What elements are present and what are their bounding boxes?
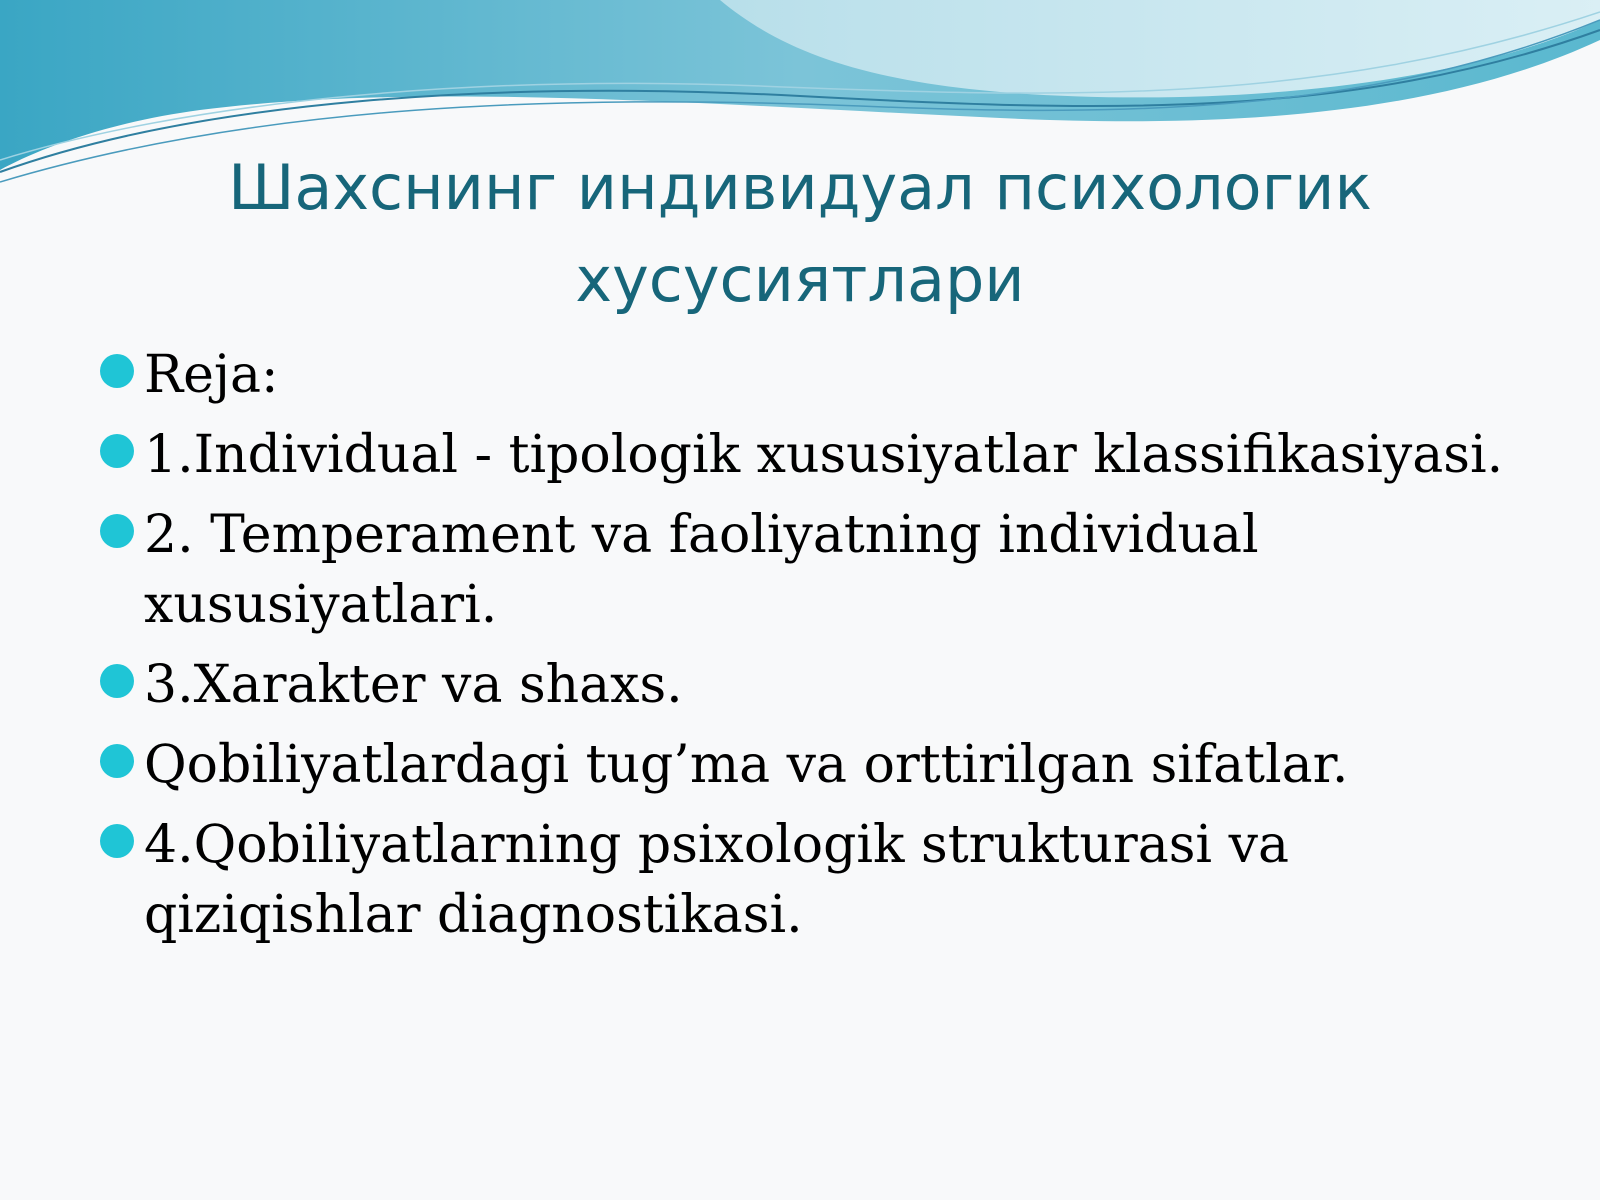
bullet-list [100,340,1540,960]
list-item [100,340,1540,410]
list-item [100,650,1540,720]
bullet-dot-icon [100,514,134,548]
bullet-dot-icon [100,824,134,858]
bullet-dot-icon [100,354,134,388]
list-item [100,730,1540,800]
bullet-dot-icon [100,744,134,778]
list-item-text: Reja: [144,345,279,405]
list-item [100,500,1540,640]
bullet-dot-icon [100,664,134,698]
list-item [100,420,1540,490]
bullet-dot-icon [100,434,134,468]
list-item-text: 3.Xarakter va shaxs. [144,655,683,715]
list-item-text: Qobiliyatlardagi tug’ma va orttirilgan sifatlar. [144,735,1349,795]
slide-title: Шахснинг индивидуал психологик хусусиятлари [228,151,1372,316]
list-item [100,810,1540,950]
list-item-text: 4.Qobiliyatlarning psixologik strukturasi va qiziqishlar diagnostikasi. [144,815,1289,945]
list-item-text: 1.Individual - tipologik xususiyatlar klassifikasiyasi. [144,425,1504,485]
list-item-text: 2. Temperament va faoliyatning individual xususiyatlari. [144,505,1259,635]
